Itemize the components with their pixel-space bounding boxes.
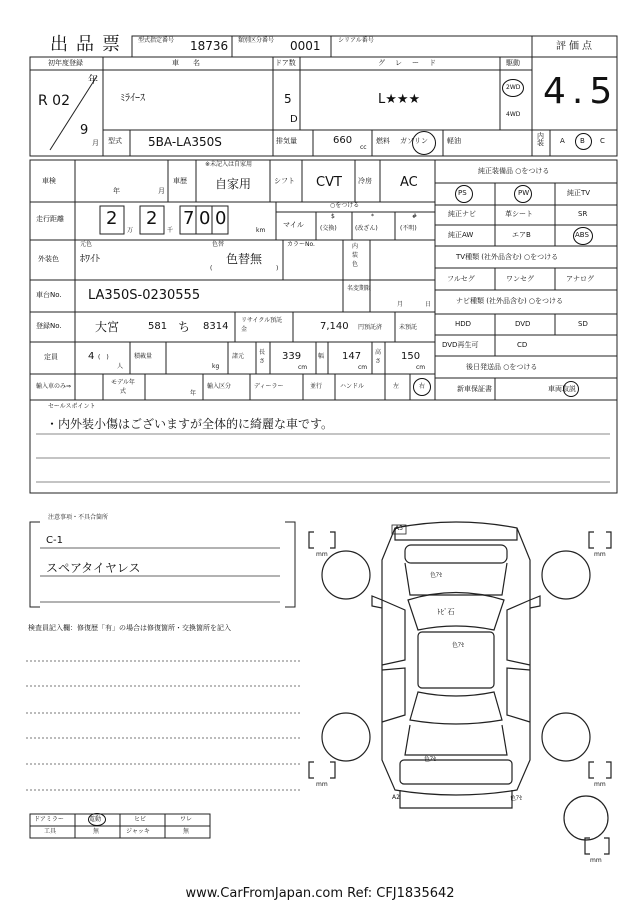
repaint-value: 色替無	[226, 252, 263, 266]
mm-rear-right: mm	[594, 781, 606, 788]
repaint-paren-open: (	[210, 265, 213, 272]
chassis-label: 車台No.	[36, 291, 62, 299]
tv-header: TV種類 (社外品含む) ○をつける	[456, 253, 559, 261]
first-reg-label: 初年度登録	[48, 59, 83, 67]
first-reg-year-unit: 年	[88, 75, 98, 86]
plate-area: 大宮	[95, 320, 120, 334]
mileage-digit-2: 2	[146, 208, 158, 229]
doors-label: ドア数	[275, 59, 296, 67]
inspection-year-unit: 年	[113, 187, 120, 195]
sales-point-text: ・内外装小傷はございますが全体的に綺麗な車です。	[46, 417, 334, 431]
interior-a: A	[560, 137, 565, 145]
model-cert-no: 18736	[190, 39, 229, 53]
car-name: ﾐﾗｲｰｽ	[120, 93, 145, 104]
form-title: 出品票	[50, 34, 128, 55]
navi-sd: SD	[578, 320, 588, 328]
recycle-label: リサイクル預託金	[241, 317, 283, 333]
capacity-paren: ( )	[98, 354, 109, 361]
diagram-mark-a2: A2	[392, 794, 400, 801]
navi-dvd: DVD	[515, 320, 531, 328]
post-warranty: 新車保証書	[457, 385, 492, 393]
handle-right: 右	[419, 383, 426, 390]
notes-label: 注意事項・不具合箇所	[48, 514, 109, 521]
unknown-label: (不明)	[400, 225, 417, 232]
width-cm: cm	[358, 364, 368, 371]
height-value: 150	[401, 351, 421, 362]
import-dealer: ディーラー	[254, 383, 284, 390]
equip-tv: 純正TV	[567, 189, 591, 197]
diagram-mark-fade-3: 色ｱｾ	[424, 756, 437, 763]
grade-label: グレード	[378, 59, 446, 67]
diagram-mark-chip: ﾄﾋﾞ石	[437, 608, 455, 616]
model-year-unit: 年	[190, 390, 197, 397]
notes-line-2: スペアタイヤレス	[46, 561, 141, 575]
load-kg-unit: kg	[212, 363, 220, 370]
history-label: 車歴	[173, 177, 187, 185]
handle-right-circle	[413, 378, 431, 396]
mileage-circle-note: ○をつける	[330, 202, 360, 209]
doors-value: 5	[284, 92, 292, 106]
grade-value: L★★★	[378, 92, 421, 107]
displacement-value: 660	[333, 135, 353, 146]
exterior-label: 外装色	[38, 255, 59, 263]
category-no: 0001	[290, 39, 321, 53]
mileage-man-unit: 万	[127, 227, 134, 234]
mileage-digit-3: 7	[183, 208, 195, 229]
mm-front-left: mm	[316, 551, 328, 558]
sales-point-label: セールスポイント	[48, 403, 96, 410]
diagram-mark-fade-4: 色ｱｾ	[510, 795, 523, 802]
serial-label: シリアル番号	[338, 37, 374, 44]
history-value: 自家用	[215, 177, 252, 191]
plate-no: 8314	[203, 321, 229, 332]
repaint-label: 色替	[212, 241, 225, 248]
mile-label: マイル	[283, 221, 304, 229]
not-registered-note: ※未記入は自家用	[205, 161, 253, 168]
score-value: 4.5	[543, 71, 619, 112]
cd-playback: CD	[517, 341, 528, 349]
first-reg-month-unit: 月	[92, 139, 99, 147]
mm-rear-left: mm	[316, 781, 328, 788]
import-parallel: 並行	[310, 383, 323, 390]
score-label: 評価点	[556, 41, 595, 52]
mirror-label: ドアミラー	[34, 816, 64, 823]
navi-header: ナビ種類 (社外品含む) ○をつける	[456, 297, 564, 305]
equip-pw-circle	[514, 185, 532, 203]
tv-analog: アナログ	[566, 275, 594, 283]
tv-fullseg: フルセグ	[447, 275, 475, 283]
shift-value: CVT	[316, 175, 342, 190]
category-label: 類別区分番号	[238, 37, 275, 44]
tv-oneseg: ワンセグ	[506, 275, 534, 283]
mileage-digit-5: 0	[215, 208, 227, 229]
ac-value: AC	[400, 175, 418, 190]
original-color-label: 元色	[80, 241, 93, 248]
recycle-deposited: 円預託済	[358, 324, 383, 331]
equip-navi: 純正ナビ	[448, 210, 476, 218]
inspector-label: 検査員記入欄：修復歴「有」の場合は修復箇所・交換箇所を記入	[28, 624, 231, 632]
displacement-label: 排気量	[276, 137, 297, 145]
model-year-label: モデル年式	[111, 379, 135, 395]
shift-label: シフト	[274, 177, 295, 185]
capacity-unit: 人	[117, 363, 124, 370]
dvd-playback: DVD再生可	[442, 341, 479, 349]
equip-ps: PS	[458, 189, 467, 197]
fuel-gasoline-circle	[412, 131, 436, 155]
height-label: 高さ	[375, 349, 382, 365]
fuel-label: 燃料	[376, 137, 390, 145]
equip-ps-circle	[455, 185, 473, 203]
equip-leather: 革シート	[505, 210, 533, 218]
mirror-electric-circle	[88, 813, 106, 826]
first-reg-month: 9	[80, 123, 89, 138]
recycle-amount: 7,140	[320, 321, 349, 332]
inspection-label: 車検	[42, 177, 56, 185]
name-expiry-day: 日	[425, 301, 432, 308]
equip-sr: SR	[578, 210, 588, 218]
fuel-gasoline: ガソリン	[400, 137, 428, 145]
interior-c: C	[600, 137, 605, 145]
interior-b-circle	[575, 133, 592, 150]
tools-value: 無	[93, 828, 100, 835]
length-value: 339	[282, 351, 302, 362]
length-label: 長さ	[259, 349, 266, 365]
model-cert-label: 型式指定番号	[138, 37, 175, 44]
tools-label: 工具	[44, 828, 57, 835]
inspection-month-unit: 月	[158, 187, 165, 195]
ac-label: 冷房	[358, 177, 372, 185]
equip-airbag: エアB	[512, 231, 531, 239]
capacity-label: 定員	[44, 353, 58, 361]
fuel-light-oil: 軽油	[447, 137, 461, 145]
plate-kana: ち	[178, 320, 191, 334]
equip-abs: ABS	[575, 231, 589, 239]
mirror-electric: 電動	[89, 816, 102, 823]
name-expiry-month: 月	[397, 301, 404, 308]
chassis-no: LA350S-0230555	[88, 288, 201, 303]
exchange-label: (交換)	[320, 225, 337, 232]
interior-label: 内装	[537, 132, 544, 147]
name-expiry-label: 名変期限	[347, 285, 372, 292]
color-no-label: カラーNo.	[287, 241, 315, 248]
height-cm: cm	[416, 364, 426, 371]
equip-pw: PW	[518, 189, 530, 197]
mm-spare: mm	[590, 857, 602, 864]
door-type: D	[290, 114, 298, 125]
handle-label: ハンドル	[340, 383, 365, 390]
car-diagram	[322, 522, 608, 840]
post-header: 後日発送品 ○をつける	[466, 363, 538, 371]
modified-label: (改ざん)	[355, 225, 378, 232]
jack-value: 無	[183, 828, 190, 835]
modified-symbol: *	[371, 213, 374, 220]
width-label: 幅	[318, 353, 325, 360]
notes-line-1: C-1	[46, 535, 63, 546]
equip-aw: 純正AW	[448, 231, 474, 239]
mileage-label: 走行距離	[36, 215, 64, 223]
unknown-symbol: #	[412, 213, 418, 220]
length-cm: cm	[298, 364, 308, 371]
dims-label: 諸元	[232, 353, 245, 360]
width-value: 147	[342, 351, 362, 362]
mileage-sen-unit: 千	[167, 227, 174, 234]
load-label: 積載量	[134, 353, 153, 360]
navi-hdd: HDD	[455, 320, 472, 328]
recycle-not: 未預託	[399, 324, 418, 331]
original-color-value: ﾎﾜｲﾄ	[80, 254, 100, 265]
break-label: ワレ	[180, 816, 193, 823]
drive-2wd: 2WD	[506, 84, 521, 91]
drive-label: 駆動	[506, 59, 520, 67]
drive-2wd-circle	[502, 79, 524, 97]
interior-b: B	[580, 137, 585, 145]
genuine-header: 純正装備品 ○をつける	[478, 167, 550, 175]
diagram-mark-a3: A3	[395, 525, 403, 532]
jack-label: ジャッキ	[126, 828, 150, 835]
import-type-label: 輸入区分	[207, 383, 232, 390]
repaint-paren-close: )	[276, 265, 279, 272]
model-value: 5BA-LA350S	[148, 135, 222, 149]
plate-class: 581	[148, 321, 168, 332]
mileage-digit-4: 0	[199, 208, 211, 229]
first-reg-era: R 02	[38, 93, 70, 109]
footer-ref: www.CarFromJapan.com Ref: CFJ1835642	[185, 886, 455, 901]
exchange-symbol: $	[331, 213, 335, 220]
model-label: 型式	[108, 137, 122, 145]
mileage-km-unit: km	[256, 227, 266, 234]
interior-color-label: 内装色	[352, 243, 359, 268]
car-name-label: 車名	[172, 59, 214, 67]
drive-4wd: 4WD	[506, 111, 521, 118]
post-manual-circle	[563, 381, 579, 397]
crack-label: ヒビ	[134, 816, 147, 823]
equip-abs-circle	[573, 227, 593, 245]
diagram-mark-fade-1: 色ｱｾ	[430, 572, 443, 579]
mileage-digit-1: 2	[106, 208, 118, 229]
import-label: 輸入車のみ⇒	[36, 383, 72, 390]
displacement-unit: cc	[360, 144, 367, 151]
post-manual: 車両取説	[548, 385, 576, 393]
diagram-mark-fade-2: 色ｱｾ	[452, 642, 465, 649]
capacity-value: 4	[88, 351, 95, 362]
handle-left: 左	[393, 383, 400, 390]
plate-label: 登録No.	[36, 322, 62, 330]
mm-front-right: mm	[594, 551, 606, 558]
